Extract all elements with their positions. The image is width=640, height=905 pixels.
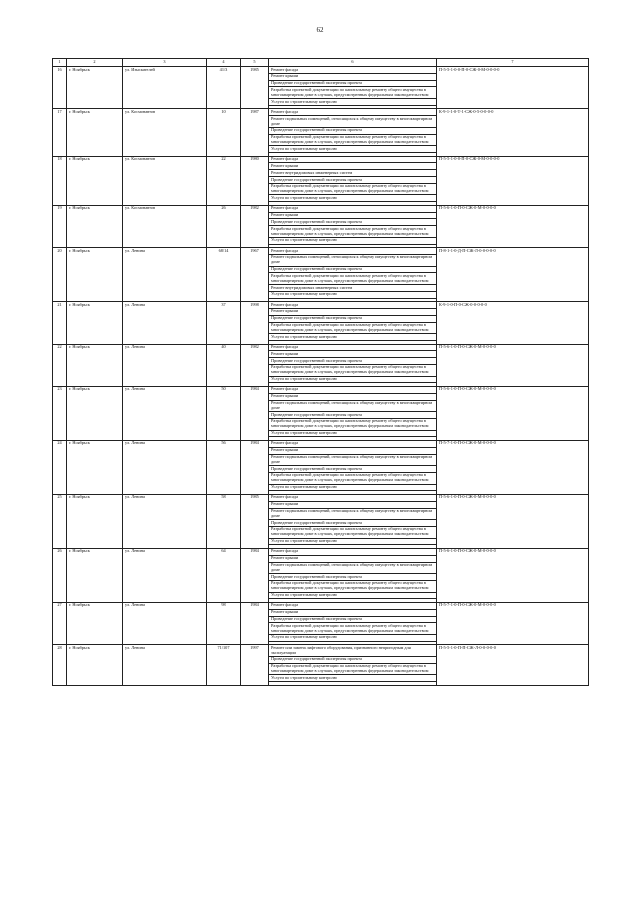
work-item: Ремонт крыши [269,447,437,454]
city-cell: г. Ноябрьск [67,302,123,344]
work-item: Разработка проектной документации по капитальному ремонту общего имущества в многоквартирном доме в случаях, предусмотренных федеральным законодательством [269,580,437,592]
work-item: Ремонт подвальных помещений, относящихся к общему имуществу в многоквартирном доме [269,562,437,574]
work-item: Услуги по строительному контролю [269,146,437,153]
work-item: Ремонт подвальных помещений, относящихся к общему имуществу в многоквартирном доме [269,400,437,412]
table-row [53,494,589,501]
year-cell: 1987 [241,109,269,156]
work-code-cell: П-5-5-1-0-П-П-СЖ-Л-0-0-0-0-0 [437,645,589,685]
work-item: Проведение государственной экспертизы проекта [269,177,437,184]
street-cell: ул. Ленина [123,645,207,685]
column-header: 6 [269,59,437,67]
work-item: Разработка проектной документации по капитальному ремонту общего имущества в многоквартирном доме в случаях, предусмотренных федеральным законодательством [269,623,437,635]
column-number-row [53,59,589,67]
work-code-cell: П-5-6-1-0-П-0-СЖ-0-М-0-0-0-0 [437,548,589,602]
work-code-cell: П-8-1-1-0-Д-П-СЖ-Л-0-0-0-0-0 [437,248,589,302]
work-item: Проведение государственной экспертизы проекта [269,520,437,527]
work-item: Услуги по строительному контролю [269,538,437,545]
work-item: Ремонт крыши [269,351,437,358]
work-item: Ремонт фасада [269,344,437,351]
work-item: Ремонт крыши [269,555,437,562]
column-header: 1 [53,59,67,67]
table-row [53,602,589,609]
row-spacer-cell [269,682,437,686]
street-cell: ул. Космонавтов [123,156,207,205]
row-number-cell: 27 [53,602,67,644]
work-code-cell: П-5-5-1-0-0-П-0-СЖ-0-М-0-0-0-0 [437,156,589,205]
row-number-cell: 17 [53,109,67,156]
street-cell: ул. Ленина [123,386,207,440]
work-item: Ремонт фасада [269,205,437,212]
street-cell: ул. Ленина [123,440,207,494]
work-item: Ремонт фасада [269,494,437,501]
city-cell: г. Ноябрьск [67,205,123,247]
street-cell: ул. Изыскателей [123,67,207,109]
year-cell: 1984 [241,440,269,494]
work-item: Ремонт подвальных помещений, относящихся к общему имуществу в многоквартирном доме [269,254,437,266]
work-item: Ремонт фасада [269,602,437,609]
column-header: 2 [67,59,123,67]
column-header: 3 [123,59,207,67]
street-cell: ул. Ленина [123,548,207,602]
work-item: Ремонт фасада [269,548,437,555]
work-item: Ремонт фасада [269,386,437,393]
house-number-cell: 10 [207,109,241,156]
row-number-cell: 20 [53,248,67,302]
work-item: Услуги по строительному контролю [269,195,437,202]
house-number-cell: 58 [207,494,241,548]
work-item: Разработка проектной документации по капитальному ремонту общего имущества в многоквартирном доме в случаях, предусмотренных федеральным законодательством [269,472,437,484]
page-number: 62 [316,26,324,34]
work-item: Проведение государственной экспертизы проекта [269,315,437,322]
work-item: Проведение государственной экспертизы проекта [269,412,437,419]
work-item: Проведение государственной экспертизы проекта [269,466,437,473]
work-item: Ремонт фасада [269,109,437,116]
work-code-cell: П-5-6-1-0-П-0-СЖ-0-М-0-0-0-0 [437,344,589,386]
work-item: Проведение государственной экспертизы проекта [269,219,437,226]
work-item: Разработка проектной документации по капитальному ремонту общего имущества в многоквартирном доме в случаях, предусмотренных федеральным законодательством [269,663,437,675]
work-item: Услуги по строительному контролю [269,291,437,298]
row-number-cell: 19 [53,205,67,247]
work-item: Услуги по строительному контролю [269,634,437,641]
year-cell: 1997 [241,645,269,685]
city-cell: г. Ноябрьск [67,645,123,685]
house-number-cell: 98 [207,602,241,644]
city-cell: г. Ноябрьск [67,602,123,644]
city-cell: г. Ноябрьск [67,156,123,205]
year-cell: 1998 [241,302,269,344]
street-cell: ул. Ленина [123,344,207,386]
table-row [53,205,589,212]
house-number-cell: 40 [207,344,241,386]
table-row [53,302,589,309]
year-cell: 1982 [241,344,269,386]
year-cell: 1982 [241,205,269,247]
work-item: Разработка проектной документации по капитальному ремонту общего имущества в многоквартирном доме в случаях, предусмотренных федеральным законодательством [269,418,437,430]
house-number-cell: 68/14 [207,248,241,302]
work-code-cell: П-5-5-1-0-0-П-0-СЖ-0-М-0-0-0-0 [437,67,589,109]
work-item: Услуги по строительному контролю [269,237,437,244]
year-cell: 1980 [241,156,269,205]
year-cell: 1984 [241,602,269,644]
work-code-cell: П-5-7-1-0-П-0-СЖ-0-М-0-0-0-0 [437,602,589,644]
work-item: Ремонт фасада [269,67,437,74]
work-item: Проведение государственной экспертизы проекта [269,127,437,134]
table-row [53,344,589,351]
row-number-cell: 24 [53,440,67,494]
work-item: Ремонт фасада [269,156,437,163]
work-item: Ремонт внутридомовых инженерных систем [269,170,437,177]
table-row [53,440,589,447]
year-cell: 1967 [241,248,269,302]
table-row [53,645,589,657]
work-item: Ремонт крыши [269,501,437,508]
work-item: Ремонт фасада [269,302,437,309]
row-number-cell: 23 [53,386,67,440]
work-item: Проведение государственной экспертизы проекта [269,616,437,623]
table-row [53,386,589,393]
row-number-cell: 18 [53,156,67,205]
work-code-cell: К-9-1-0-П-0-СЖ-0-0-0-0-0 [437,302,589,344]
house-number-cell: 50 [207,386,241,440]
house-number-cell: 41/3 [207,67,241,109]
street-cell: ул. Ленина [123,494,207,548]
work-item: Разработка проектной документации по капитальному ремонту общего имущества в многоквартирном доме в случаях, предусмотренных федеральным законодательством [269,183,437,195]
row-number-cell: 25 [53,494,67,548]
work-item: Проведение государственной экспертизы проекта [269,358,437,365]
year-cell: 1985 [241,494,269,548]
column-header: 7 [437,59,589,67]
work-item: Ремонт или замена лифтового оборудования, признанного непригодным для эксплуатации [269,645,437,657]
work-item: Разработка проектной документации по капитальному ремонту общего имущества в многоквартирном доме в случаях, предусмотренных федеральным законодательством [269,273,437,285]
register-body [53,67,589,686]
work-item: Ремонт фасада [269,248,437,255]
house-number-cell: 64 [207,548,241,602]
work-item: Разработка проектной документации по капитальному ремонту общего имущества в многоквартирном доме в случаях, предусмотренных федеральным законодательством [269,364,437,376]
street-cell: ул. Ленина [123,302,207,344]
work-code-cell: К-9-1-1-0-Т-1-СЖ-0-5-0-0-0-0 [437,109,589,156]
work-item: Проведение государственной экспертизы проекта [269,574,437,581]
table-row [53,156,589,163]
house-number-cell: 56 [207,440,241,494]
table-row [53,248,589,255]
row-number-cell: 26 [53,548,67,602]
work-code-cell: П-5-6-1-0-П-0-СЖ-0-М-0-0-0-0 [437,386,589,440]
work-item: Услуги по строительному контролю [269,430,437,437]
column-header: 4 [207,59,241,67]
work-item: Разработка проектной документации по капитальному ремонту общего имущества в многоквартирном доме в случаях, предусмотренных федеральным законодательством [269,226,437,238]
row-number-cell: 28 [53,645,67,685]
city-cell: г. Ноябрьск [67,109,123,156]
house-number-cell: 71/107 [207,645,241,685]
row-number-cell: 22 [53,344,67,386]
work-item: Услуги по строительному контролю [269,484,437,491]
work-item: Ремонт крыши [269,308,437,315]
work-item: Ремонт крыши [269,163,437,170]
work-item: Разработка проектной документации по капитальному ремонту общего имущества в многоквартирном доме в случаях, предусмотренных федеральным законодательством [269,526,437,538]
table-row [53,548,589,555]
work-code-cell: П-5-6-1-0-П-0-СЖ-0-М-0-0-0-0 [437,205,589,247]
street-cell: ул. Космонавтов [123,109,207,156]
year-cell: 1985 [241,67,269,109]
work-item: Разработка проектной документации по капитальному ремонту общего имущества в многоквартирном доме в случаях, предусмотренных федеральным законодательством [269,87,437,99]
work-item: Проведение государственной экспертизы проекта [269,266,437,273]
work-item: Ремонт внутридомовых инженерных систем [269,285,437,292]
work-item: Ремонт крыши [269,73,437,80]
house-number-cell: 26 [207,205,241,247]
work-item: Ремонт подвальных помещений, относящихся к общему имуществу в многоквартирном доме [269,116,437,128]
year-cell: 1984 [241,548,269,602]
work-item: Разработка проектной документации по капитальному ремонту общего имущества в многоквартирном доме в случаях, предусмотренных федеральным законодательством [269,322,437,334]
city-cell: г. Ноябрьск [67,67,123,109]
column-header: 5 [241,59,269,67]
work-code-cell: П-5-7-1-0-П-0-СЖ-0-М-0-0-0-0 [437,440,589,494]
work-item: Услуги по строительному контролю [269,592,437,599]
year-cell: 1984 [241,386,269,440]
house-number-cell: 37 [207,302,241,344]
work-item: Услуги по строительному контролю [269,675,437,682]
work-item: Ремонт подвальных помещений, относящихся к общему имуществу в многоквартирном доме [269,508,437,520]
house-number-cell: 22 [207,156,241,205]
work-code-cell: П-5-6-1-0-П-0-СЖ-0-М-0-0-0-0 [437,494,589,548]
street-cell: ул. Ленина [123,602,207,644]
work-item: Ремонт крыши [269,212,437,219]
table-row [53,109,589,116]
city-cell: г. Ноябрьск [67,440,123,494]
work-item: Проведение государственной экспертизы проекта [269,656,437,663]
row-number-cell: 16 [53,67,67,109]
work-item: Услуги по строительному контролю [269,99,437,106]
street-cell: ул. Ленина [123,248,207,302]
city-cell: г. Ноябрьск [67,344,123,386]
city-cell: г. Ноябрьск [67,386,123,440]
row-number-cell: 21 [53,302,67,344]
work-item: Услуги по строительному контролю [269,376,437,383]
city-cell: г. Ноябрьск [67,548,123,602]
work-item: Услуги по строительному контролю [269,334,437,341]
work-item: Разработка проектной документации по капитальному ремонту общего имущества в многоквартирном доме в случаях, предусмотренных федеральным законодательством [269,134,437,146]
table-row [53,67,589,74]
work-item: Проведение государственной экспертизы проекта [269,80,437,87]
repair-register-table [52,58,589,686]
work-item: Ремонт фасада [269,440,437,447]
work-item: Ремонт крыши [269,393,437,400]
work-item: Ремонт подвальных помещений, относящихся к общему имуществу в многоквартирном доме [269,454,437,466]
work-item: Ремонт крыши [269,609,437,616]
city-cell: г. Ноябрьск [67,494,123,548]
city-cell: г. Ноябрьск [67,248,123,302]
street-cell: ул. Космонавтов [123,205,207,247]
